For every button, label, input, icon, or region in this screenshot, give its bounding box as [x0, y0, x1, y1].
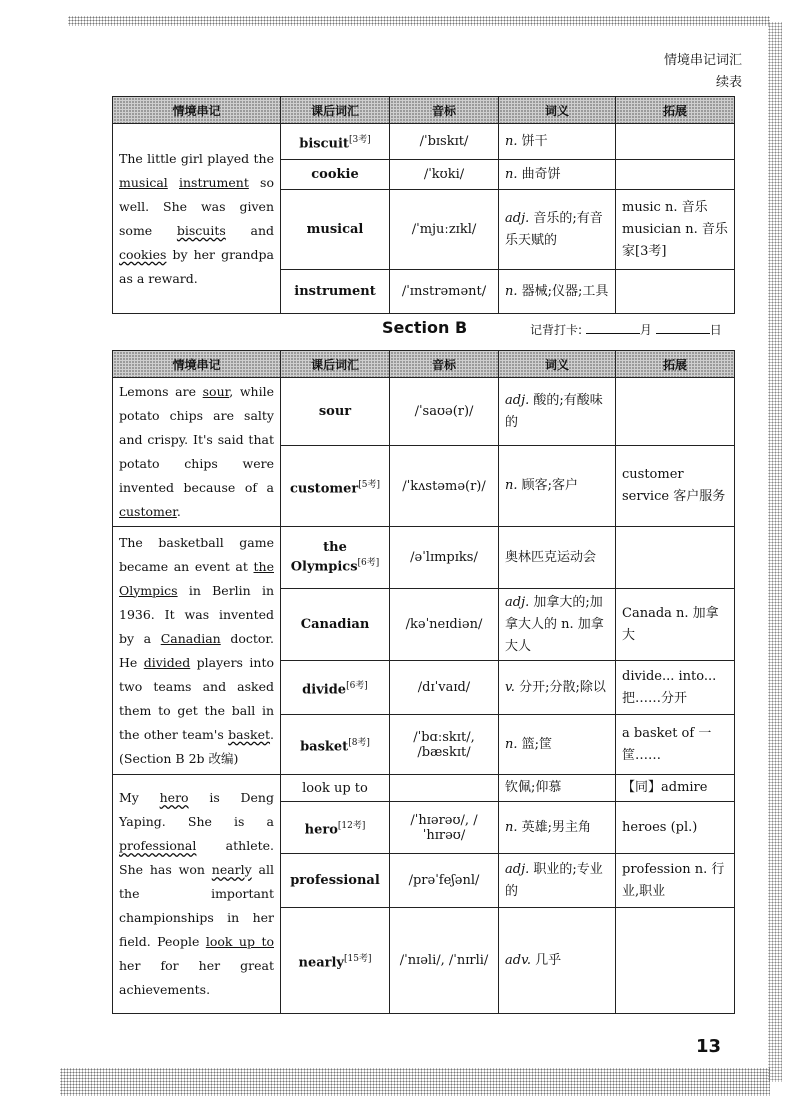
bottom-decorative-band: [60, 1068, 770, 1096]
meaning-text: 分开;分散;除以: [514, 679, 606, 695]
meaning-cell: [499, 775, 616, 802]
extension-cell: heroes (pl.): [616, 802, 735, 854]
meaning-cell: [499, 160, 616, 190]
phonetic-cell: /əˈlɪmpɪks/: [390, 527, 499, 589]
word-text: look up to: [302, 780, 368, 796]
scene-cell: [113, 775, 281, 1014]
extension-cell: Canada n. 加拿大: [616, 589, 735, 661]
col-header-meaning: 词义: [499, 97, 616, 124]
table-row: [113, 775, 735, 802]
scene-text: players into two teams and asked them to get the ball in the other team's: [119, 654, 274, 742]
meaning-cell: [499, 802, 616, 854]
meaning-text: 器械;仪器;工具: [517, 283, 609, 299]
vocab-word: [281, 378, 390, 446]
month-blank: [586, 323, 640, 334]
vocab-word: [281, 124, 390, 160]
scene-text: Lemons are: [119, 384, 203, 399]
meaning-text: 加拿大的;加拿大人的 n. 加拿大人: [505, 594, 604, 654]
phonetic-cell: /prəˈfeʃənl/: [390, 854, 499, 908]
meaning-text: 职业的;专业的: [505, 861, 603, 899]
scene-text: [168, 175, 179, 190]
extension-cell: [616, 270, 735, 314]
scene-text: all the important championships in her field. People: [119, 862, 275, 949]
meaning-text: 奥林匹克运动会: [505, 549, 597, 565]
scene-text: so well. She was given some: [119, 174, 274, 238]
part-of-speech: n.: [505, 283, 518, 299]
phonetic-cell: /ˈbɑːskɪt/, /bæskɪt/: [390, 715, 499, 775]
phonetic-cell: /ˈɪnstrəmənt/: [390, 270, 499, 314]
part-of-speech: adv.: [505, 952, 532, 968]
meaning-cell: [499, 527, 616, 589]
vocab-table-2: [112, 350, 735, 1014]
day-blank: [656, 323, 710, 334]
meaning-text: 几乎: [531, 952, 562, 968]
phonetic-cell: /ˈsaʊə(r)/: [390, 378, 499, 446]
top-decorative-band: [68, 16, 770, 26]
page-header: [664, 50, 742, 94]
key-phrase: customer: [119, 504, 177, 519]
key-phrase: the Olympics: [119, 558, 274, 598]
vocab-word: [281, 270, 390, 314]
scene-text: in Berlin in 1936. It was invented by a: [119, 582, 274, 646]
key-phrase: musical: [119, 174, 168, 190]
topic-label: 情境串记词汇: [663, 53, 742, 68]
col-header-phonetic: 音标: [390, 351, 499, 378]
phonetic-cell: /ˈnɪəli/, /ˈnɪrli/: [390, 908, 499, 1014]
col-header-extension: 拓展: [616, 351, 735, 378]
scene-text: .: [176, 504, 181, 519]
phonetic-cell: [390, 775, 499, 802]
extension-cell: 【同】admire: [616, 775, 735, 802]
key-phrase: hero: [159, 790, 189, 805]
part-of-speech: n.: [505, 819, 518, 835]
table-row: [113, 378, 735, 446]
scene-cell: [113, 527, 281, 775]
word-text: basket: [300, 739, 349, 755]
meaning-cell: [499, 190, 616, 270]
table-header-row: [113, 351, 735, 378]
part-of-speech: n.: [505, 133, 518, 149]
right-decorative-band: [768, 22, 782, 1082]
col-header-word: 课后词汇: [281, 351, 390, 378]
extension-cell: divide... into... 把……分开: [616, 661, 735, 715]
vocab-word: [281, 715, 390, 775]
key-phrase: nearly: [211, 862, 252, 877]
meaning-text: 音乐的;有音乐天赋的: [505, 210, 603, 248]
scene-text: doctor. He: [119, 630, 274, 670]
table-header-row: [113, 97, 735, 124]
col-header-scene: 情境串记: [113, 97, 281, 124]
meaning-text: 英雄;男主角: [517, 819, 592, 835]
vocab-word: [281, 190, 390, 270]
scene-text: My: [119, 790, 160, 805]
exam-count-tag: [5考]: [358, 479, 380, 490]
meaning-cell: [499, 589, 616, 661]
extension-cell: a basket of 一筐……: [616, 715, 735, 775]
vocab-word: [281, 854, 390, 908]
meaning-cell: [499, 854, 616, 908]
key-phrase: biscuits: [176, 222, 226, 238]
col-header-meaning: 词义: [499, 351, 616, 378]
part-of-speech: v.: [505, 679, 515, 695]
key-phrase: look up to: [205, 934, 274, 949]
vocab-word: [281, 589, 390, 661]
scene-text: The basketball game became an event at: [119, 534, 274, 574]
meaning-text: 酸的;有酸味的: [505, 392, 603, 430]
continued-label: 续表: [715, 75, 742, 90]
vocab-word: [281, 802, 390, 854]
vocab-word: [281, 775, 390, 802]
scene-text: The little girl played the: [119, 150, 274, 166]
meaning-cell: [499, 446, 616, 527]
key-phrase: cookies: [119, 246, 167, 262]
table-row: [113, 527, 735, 589]
meaning-cell: [499, 908, 616, 1014]
extension-cell: [616, 378, 735, 446]
part-of-speech: adj.: [505, 392, 530, 408]
phonetic-cell: /ˈkʊki/: [390, 160, 499, 190]
exam-count-tag: [15考]: [344, 953, 372, 964]
month-label: 月: [639, 323, 652, 337]
meaning-text: 顾客;客户: [517, 478, 579, 494]
extension-cell: music n. 音乐 musician n. 音乐家[3考]: [616, 190, 735, 270]
part-of-speech: n.: [505, 166, 518, 182]
checkin-label: 记背打卡:: [530, 323, 583, 337]
day-label: 日: [709, 323, 722, 337]
phonetic-cell: /ˈhɪərəʊ/, /ˈhɪrəʊ/: [390, 802, 499, 854]
vocab-word: [281, 527, 390, 589]
word-text: Canadian: [300, 617, 370, 632]
phonetic-cell: /ˈmjuːzɪkl/: [390, 190, 499, 270]
section-title: Section B: [382, 318, 468, 337]
part-of-speech: adj.: [505, 594, 530, 610]
vocab-word: [281, 661, 390, 715]
extension-cell: [616, 160, 735, 190]
scene-cell: [113, 378, 281, 527]
exam-count-tag: [8考]: [348, 737, 370, 748]
scene-text: her for her great achievements.: [119, 958, 274, 997]
word-text: instrument: [294, 284, 376, 299]
scene-text: is Deng Yaping. She is a: [119, 790, 274, 829]
page-number: 13: [696, 1036, 722, 1057]
scene-text: . (Section B 2b 改编): [119, 726, 274, 766]
checkin-line: [530, 321, 722, 338]
scene-text: athlete. She has won: [119, 838, 274, 877]
vocab-table-1: [112, 96, 735, 314]
vocab-word: [281, 446, 390, 527]
phonetic-cell: /dɪˈvaɪd/: [390, 661, 499, 715]
col-header-scene: 情境串记: [113, 351, 281, 378]
exam-count-tag: [12考]: [337, 820, 366, 831]
meaning-text: 曲奇饼: [517, 166, 561, 182]
extension-cell: profession n. 行业,职业: [616, 854, 735, 908]
extension-cell: [616, 124, 735, 160]
meaning-cell: [499, 378, 616, 446]
key-phrase: Canadian: [160, 630, 221, 646]
key-phrase: sour: [202, 384, 230, 399]
word-text: hero: [304, 822, 338, 838]
scene-text: , while potato chips are salty and crispy. It's said that potato chips were invented because of a: [119, 384, 274, 495]
col-header-extension: 拓展: [616, 97, 735, 124]
word-text: biscuit: [299, 136, 349, 152]
extension-cell: [616, 908, 735, 1014]
word-text: professional: [290, 873, 380, 888]
part-of-speech: n.: [505, 736, 518, 752]
meaning-text: 饼干: [517, 133, 548, 149]
phonetic-cell: /ˈkʌstəmə(r)/: [390, 446, 499, 527]
word-text: nearly: [298, 955, 344, 971]
meaning-cell: [499, 661, 616, 715]
word-text: the Olympics: [290, 540, 358, 575]
part-of-speech: n.: [505, 478, 518, 494]
meaning-cell: [499, 270, 616, 314]
word-text: divide: [302, 682, 347, 698]
part-of-speech: adj.: [505, 861, 530, 877]
col-header-phonetic: 音标: [390, 97, 499, 124]
word-text: sour: [318, 404, 352, 420]
exam-count-tag: [6考]: [357, 558, 380, 569]
vocab-word: [281, 908, 390, 1014]
part-of-speech: adj.: [505, 210, 530, 226]
extension-cell: [616, 527, 735, 589]
scene-text: and: [225, 222, 274, 238]
key-phrase: instrument: [179, 174, 249, 190]
word-text: customer: [290, 480, 359, 496]
key-phrase: divided: [143, 654, 191, 670]
key-phrase: basket: [228, 726, 271, 742]
vocab-word: [281, 160, 390, 190]
extension-cell: customer service 客户服务: [616, 446, 735, 527]
phonetic-cell: /kəˈneɪdiən/: [390, 589, 499, 661]
col-header-word: 课后词汇: [281, 97, 390, 124]
meaning-cell: [499, 124, 616, 160]
meaning-cell: [499, 715, 616, 775]
table-row: [113, 124, 735, 160]
phonetic-cell: /ˈbɪskɪt/: [390, 124, 499, 160]
scene-cell: [113, 124, 281, 314]
word-text: musical: [306, 222, 364, 237]
word-text: cookie: [311, 167, 359, 182]
scene-text: by her grandpa as a reward.: [119, 246, 274, 286]
key-phrase: professional: [119, 838, 197, 853]
meaning-text: 钦佩;仰慕: [505, 780, 562, 795]
exam-count-tag: [3考]: [348, 134, 371, 145]
exam-count-tag: [6考]: [346, 680, 368, 691]
meaning-text: 篮;筐: [517, 736, 553, 752]
